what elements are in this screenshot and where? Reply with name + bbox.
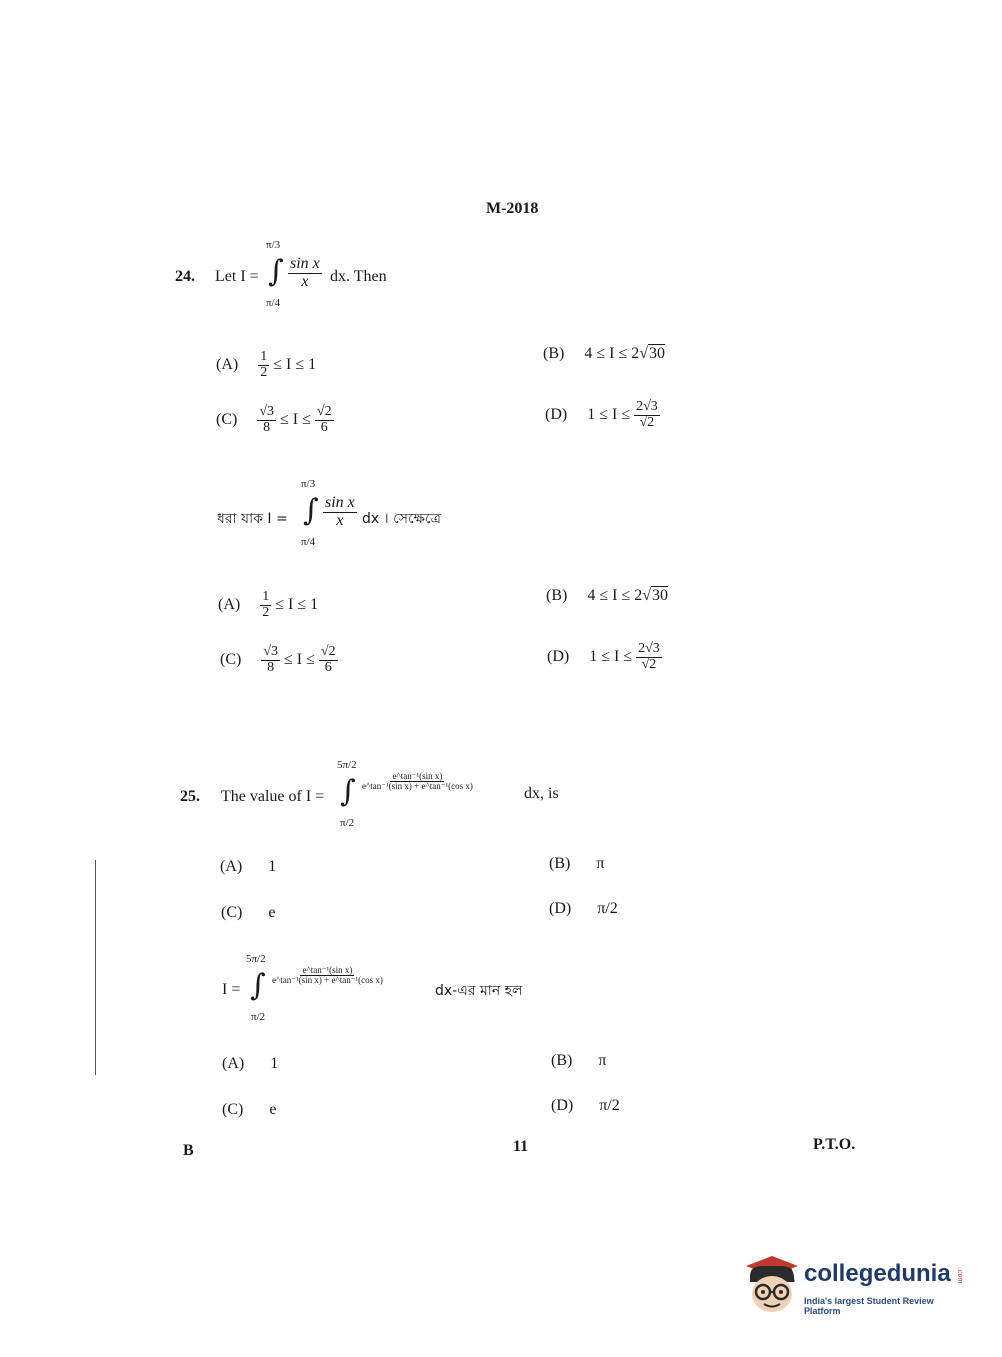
option-d-fraction <box>634 400 660 430</box>
option-value: π/2 <box>597 900 618 917</box>
option-label: (D) <box>549 900 572 917</box>
fraction-numerator: √3 <box>263 644 279 659</box>
fraction-denominator: √2 <box>641 656 657 672</box>
integrand-denominator: e^tan⁻¹(sin x) + e^tan⁻¹(cos x) <box>272 975 383 986</box>
integrand-numerator: sin x <box>290 255 320 272</box>
option-d <box>549 900 618 918</box>
option-label: (C) <box>220 650 242 668</box>
option-c-fraction-right <box>315 405 334 435</box>
option-d-text: 1 ≤ I ≤ <box>587 405 631 423</box>
option-d-text: 1 ≤ I ≤ <box>589 647 633 665</box>
fraction-numerator: 2√3 <box>636 399 658 414</box>
fraction-denominator: 6 <box>320 419 328 435</box>
option-value: 1 <box>268 858 277 875</box>
integrand-numerator: e^tan⁻¹(sin x) <box>302 965 353 975</box>
option-a-fraction <box>258 350 269 380</box>
fraction-numerator: √2 <box>320 644 336 659</box>
option-value: 1 <box>270 1055 279 1072</box>
option-label: (B) <box>546 587 568 604</box>
fraction-numerator: 1 <box>262 589 270 604</box>
integral-sign: ∫ <box>303 493 319 528</box>
option-d <box>545 400 660 430</box>
option-c <box>221 904 275 922</box>
option-a <box>218 590 318 620</box>
integral-lower-limit: π/2 <box>340 817 355 829</box>
option-c-mid: ≤ I ≤ <box>284 650 315 668</box>
integral-lower-limit: π/4 <box>301 536 316 548</box>
question-lead: The value of I = <box>221 788 325 805</box>
fraction-denominator: 8 <box>263 419 271 435</box>
option-label: (A) <box>222 1055 245 1072</box>
integrand-numerator: e^tan⁻¹(sin x) <box>392 771 443 781</box>
integral-sign: ∫ <box>250 968 266 1003</box>
integral-lower-limit: π/2 <box>251 1011 266 1023</box>
option-label: (B) <box>543 345 565 362</box>
option-b-radicand: 30 <box>652 587 668 604</box>
integral-upper-limit: 5π/2 <box>337 759 357 771</box>
option-c <box>220 645 338 675</box>
fraction-numerator: √3 <box>259 404 275 419</box>
integral-upper-limit: π/3 <box>266 239 281 251</box>
fraction-numerator: 1 <box>260 349 268 364</box>
integrand-fraction <box>288 256 322 291</box>
option-a <box>222 1055 278 1073</box>
fraction-denominator: 8 <box>267 659 275 675</box>
option-value: e <box>269 1101 277 1118</box>
option-a-rest: ≤ I ≤ 1 <box>275 595 319 613</box>
fraction-numerator: √2 <box>316 404 332 419</box>
integral-upper-limit: 5π/2 <box>246 953 266 965</box>
fraction-numerator: 2√3 <box>638 641 660 656</box>
option-c-fraction-left <box>257 405 276 435</box>
question-tail: dx, is <box>524 785 559 802</box>
option-d <box>547 642 662 672</box>
question-lead: Let I = <box>215 268 259 285</box>
option-label: (A) <box>216 355 239 373</box>
question-lead-bn: I = <box>222 981 241 998</box>
question-tail-bn: dx-এর মান হল <box>435 983 523 999</box>
integral-sign: ∫ <box>340 774 356 809</box>
paper-code: M-2018 <box>486 200 539 217</box>
collegedunia-logo <box>742 1252 972 1316</box>
option-b <box>551 1052 606 1070</box>
option-d-fraction <box>636 642 662 672</box>
integrand-fraction <box>323 495 357 530</box>
option-value: e <box>268 904 276 921</box>
option-value: π/2 <box>599 1097 620 1114</box>
option-c-fraction-left <box>261 645 280 675</box>
question-number: 24. <box>175 268 195 285</box>
integral-lower-limit: π/4 <box>266 297 281 309</box>
option-b <box>549 855 604 873</box>
option-b: (B) 4 ≤ I ≤ 2√30 <box>543 345 665 362</box>
mascot-icon <box>742 1252 802 1316</box>
option-c <box>216 405 334 435</box>
integral-upper-limit: π/3 <box>301 478 316 490</box>
option-a <box>216 350 316 380</box>
option-value: π <box>598 1052 607 1069</box>
option-label: (D) <box>551 1097 574 1114</box>
integral-sign: ∫ <box>268 254 284 289</box>
option-label: (C) <box>222 1101 244 1118</box>
footer-pto: P.T.O. <box>813 1136 856 1153</box>
integrand-fraction <box>270 966 385 986</box>
option-b: (B) 4 ≤ I ≤ 2√30 <box>546 587 668 604</box>
logo-tagline: India's largest Student Review Platform <box>804 1296 934 1316</box>
option-a-fraction <box>260 590 271 620</box>
question-lead-bn: ধরা যাক I = <box>217 511 288 527</box>
integrand-fraction <box>360 772 475 792</box>
fraction-denominator: 2 <box>262 604 270 620</box>
question-tail-bn: dx । সেক্ষেত্রে <box>362 511 441 527</box>
fraction-denominator: √2 <box>639 414 655 430</box>
integrand-denominator: x <box>336 511 344 529</box>
option-d <box>551 1097 620 1115</box>
option-label: (C) <box>216 410 238 428</box>
fraction-denominator: 2 <box>260 364 268 380</box>
integrand-numerator: sin x <box>325 494 355 511</box>
option-label: (C) <box>221 904 243 921</box>
option-a-rest: ≤ I ≤ 1 <box>273 355 317 373</box>
option-b-radicand: 30 <box>649 345 665 362</box>
option-label: (B) <box>551 1052 573 1069</box>
option-b-text: 4 ≤ I ≤ 2 <box>584 345 640 362</box>
logo-name: collegedunia <box>804 1260 951 1287</box>
fraction-denominator: 6 <box>324 659 332 675</box>
question-tail: dx. Then <box>330 268 387 285</box>
option-c-mid: ≤ I ≤ <box>280 410 311 428</box>
integrand-denominator: e^tan⁻¹(sin x) + e^tan⁻¹(cos x) <box>362 781 473 792</box>
option-b-text: 4 ≤ I ≤ 2 <box>587 587 643 604</box>
footer-set-code: B <box>183 1142 194 1159</box>
option-a <box>220 858 276 876</box>
option-label: (B) <box>549 855 571 872</box>
page-number: 11 <box>513 1138 529 1155</box>
option-label: (D) <box>545 405 568 423</box>
option-value: π <box>596 855 605 872</box>
option-c <box>222 1101 276 1119</box>
option-c-fraction-right <box>319 645 338 675</box>
integrand-denominator: x <box>301 272 309 290</box>
margin-line <box>95 860 96 1075</box>
option-label: (A) <box>220 858 243 875</box>
question-number: 25. <box>180 788 200 805</box>
logo-suffix: .com <box>956 1268 963 1284</box>
option-label: (A) <box>218 595 241 613</box>
option-label: (D) <box>547 647 570 665</box>
